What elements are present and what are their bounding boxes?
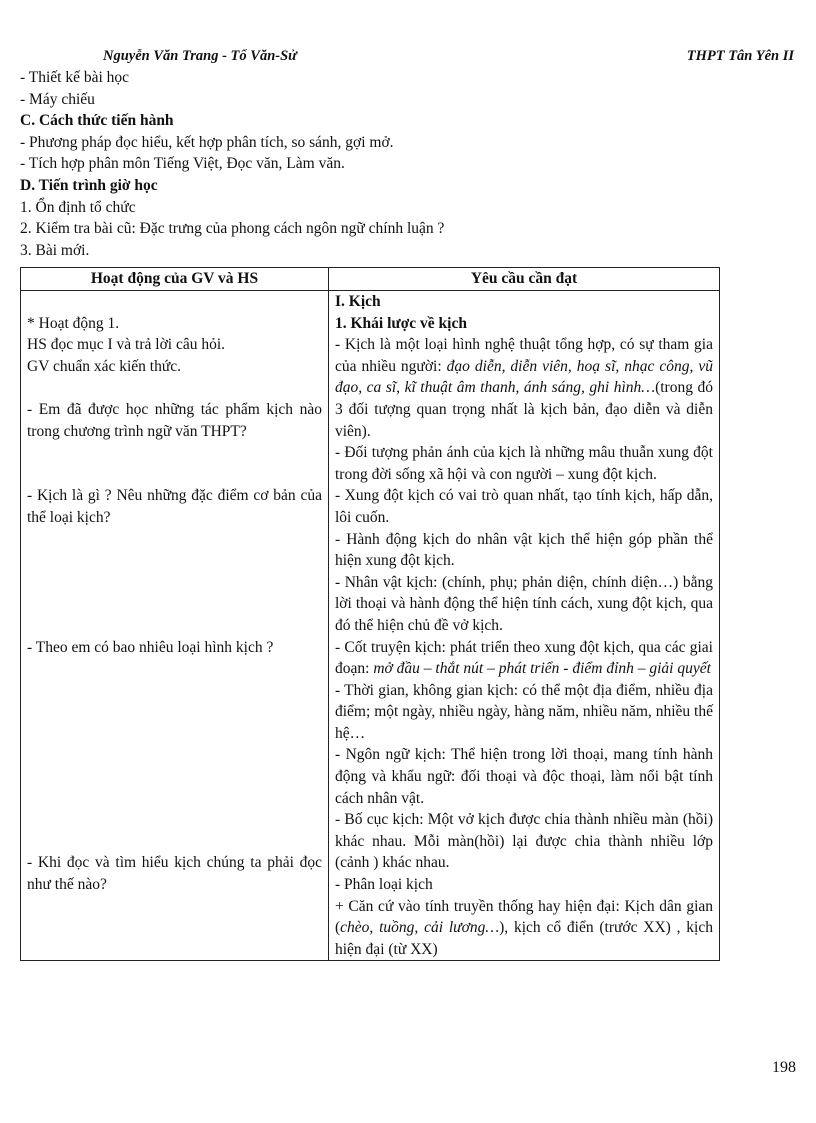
- activity-text: HS đọc mục I và trả lời câu hỏi.: [27, 336, 226, 354]
- method-item: - Phương pháp đọc hiểu, kết hợp phân tích, so sánh, gợi mở.: [20, 133, 394, 151]
- section-heading-c: C. Cách thức tiến hành: [20, 112, 174, 130]
- content-paragraph: - Cốt truyện kịch: phát triển theo xung đột kịch, qua các giai đoạn: mở đầu – thắt nút – phát triển - điểm đỉnh – giải quyết: [335, 638, 713, 678]
- lesson-intro: [20, 67, 800, 261]
- content-paragraph: - Bố cục kịch: Một vở kịch được chia thành nhiều màn (hồi) khác nhau. Mỗi màn(hồi) lại được chia thành nhiều lớp (cảnh ) khác nhau.: [335, 811, 713, 872]
- step-item: 2. Kiểm tra bài cũ: Đặc trưng của phong cách ngôn ngữ chính luận ?: [20, 220, 445, 238]
- required-outcomes: [329, 291, 720, 961]
- question-text: - Khi đọc và tìm hiểu kịch chúng ta phải đọc như thế nào?: [27, 854, 322, 894]
- step-item: 3. Bài mới.: [20, 241, 90, 259]
- content-paragraph: + Căn cứ vào tính truyền thống hay hiện đại: Kịch dân gian (chèo, tuồng, cải lương…), kịch cổ điển (trước XX) , kịch hiện đại (từ XX): [335, 897, 713, 958]
- content-paragraph: - Nhân vật kịch: (chính, phụ; phản diện, chính diện…) bằng lời thoại và hành động thể hiện tính cách, xung đột kịch, qua đó thể hiện chủ đề vở kịch.: [335, 573, 713, 634]
- content-paragraph: - Xung đột kịch có vai trò quan nhất, tạo tính kịch, hấp dẫn, lôi cuốn.: [335, 487, 713, 526]
- table-header-row: [21, 268, 720, 291]
- method-item: - Tích hợp phân môn Tiếng Việt, Đọc văn, Làm văn.: [20, 155, 345, 173]
- question-text: - Kịch là gì ? Nêu những đặc điểm cơ bản của thể loại kịch?: [27, 487, 322, 526]
- content-paragraph: - Đối tượng phản ánh của kịch là những mâu thuẫn xung đột trong đời sống xã hội và con người – xung đột kịch.: [335, 444, 713, 483]
- column-header-activities: Hoạt động của GV và HS: [21, 268, 329, 291]
- activity-label: * Hoạt động 1.: [27, 314, 120, 332]
- content-paragraph: - Hành động kịch do nhân vật kịch thể hiện góp phần thể hiện xung đột kịch.: [335, 530, 713, 570]
- section-heading-d: D. Tiến trình giờ học: [20, 176, 158, 194]
- activity-text: GV chuẩn xác kiến thức.: [27, 357, 182, 375]
- step-item: 1. Ổn định tổ chức: [20, 198, 136, 216]
- section-heading: I. Kịch: [335, 293, 381, 310]
- material-item: - Thiết kế bài học: [20, 69, 130, 86]
- question-text: - Theo em có bao nhiêu loại hình kịch ?: [27, 638, 274, 656]
- content-paragraph: - Ngôn ngữ kịch: Thể hiện trong lời thoại, mang tính hành động và khẩu ngữ: đối thoại và độc thoại, làm nổi bật tính cách nhân vật.: [335, 746, 713, 807]
- header-school: THPT Tân Yên II: [686, 48, 794, 64]
- question-text: - Em đã được học những tác phẩm kịch nào trong chương trình ngữ văn THPT?: [27, 400, 322, 440]
- content-paragraph: - Thời gian, không gian kịch: có thể một địa điểm, nhiều địa điểm; một ngày, nhiều ngày, hàng năm, nhiều năm, nhiều thế hệ…: [335, 681, 713, 742]
- material-item: - Máy chiếu: [20, 90, 95, 108]
- page-number: 198: [772, 1059, 796, 1076]
- table-row: [21, 291, 720, 961]
- teacher-student-activities: [21, 291, 329, 961]
- content-paragraph: - Kịch là một loại hình nghệ thuật tổng hợp, có sự tham gia của nhiều người: đạo diễn, diễn viên, hoạ sĩ, nhạc công, vũ đạo, ca sĩ, kĩ thuật âm thanh, ánh sáng, ghi hình…(trong đó 3 đối tượng quan trọng nhất là kịch bản, đạo diễn và diễn viên).: [335, 336, 713, 440]
- header-author: Nguyễn Văn Trang - Tổ Văn-Sử: [103, 48, 297, 64]
- content-paragraph: - Phân loại kịch: [335, 876, 433, 894]
- column-header-requirements: Yêu cầu cần đạt: [329, 268, 720, 291]
- lesson-table: [20, 267, 720, 961]
- subsection-heading: 1. Khái lược về kịch: [335, 314, 467, 332]
